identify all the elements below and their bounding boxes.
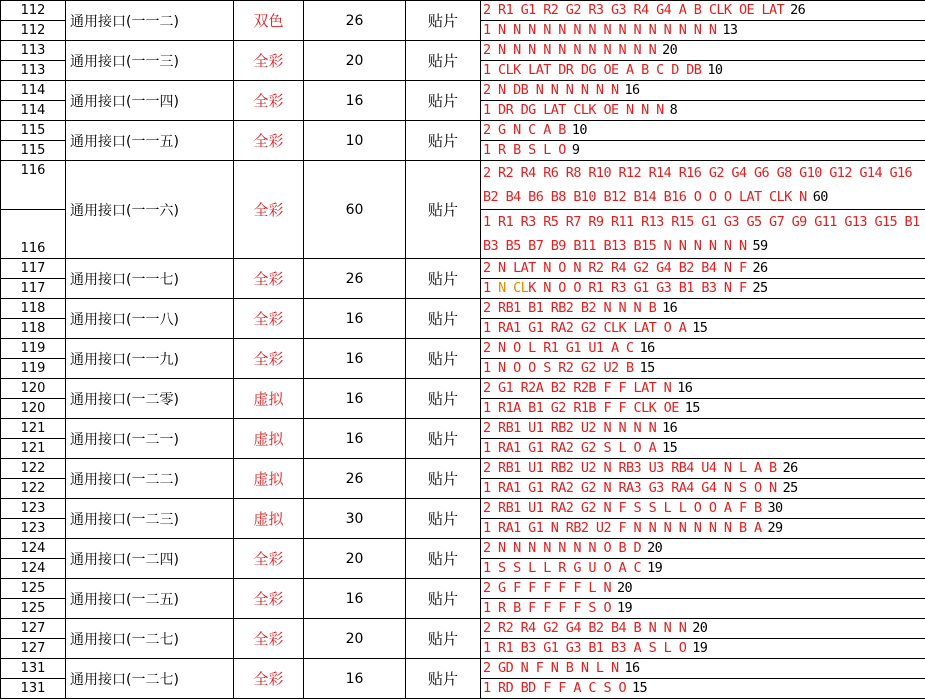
pin-count-cell: 20 [304,539,406,579]
color-type-cell: 全彩 [234,659,304,699]
pin-assignment-cell [481,499,925,519]
pin-total: 10 [571,122,587,138]
pin-list [483,280,747,296]
pin-total: 19 [692,640,708,656]
table-row [1,81,925,101]
pin-list: 1 RA1 G1 RA2 G2 CLK LAT O A [483,320,687,336]
pin-assignment-cell [481,539,925,559]
color-type-cell: 虚拟 [234,459,304,499]
pin-assignment-cell [481,559,925,579]
pin-assignment-cell [481,1,925,21]
interface-name-cell: 通用接口(一一二) [66,1,234,41]
table-row [1,419,925,439]
pin-count-cell: 30 [304,499,406,539]
pin-count-cell: 26 [304,1,406,41]
row-id-cell: 119 [1,359,66,379]
pin-assignment-cell [481,141,925,161]
pin-total: 25 [782,480,798,496]
pin-total: 59 [752,238,768,254]
interface-name-cell: 通用接口(一二七) [66,619,234,659]
pin-total: 25 [752,280,768,296]
pin-count-cell: 16 [304,299,406,339]
color-type-cell: 全彩 [234,539,304,579]
row-id-cell: 113 [1,61,66,81]
row-id-cell: 125 [1,579,66,599]
pin-total: 20 [662,42,678,58]
interface-name-cell: 通用接口(一二三) [66,499,234,539]
row-id-cell: 114 [1,101,66,121]
table-row [1,41,925,61]
table-row [1,299,925,319]
row-id-cell: 127 [1,619,66,639]
row-id-cell: 113 [1,41,66,61]
row-id-cell: 115 [1,121,66,141]
mount-type-cell: 贴片 [406,539,481,579]
pin-list: 1 R B S L O [483,142,566,158]
pin-list: 1 DR DG LAT CLK OE N N N [483,102,664,118]
pin-total: 16 [624,82,640,98]
pin-count-cell: 16 [304,81,406,121]
pin-list: 2 N O L R1 G1 U1 A C [483,340,634,356]
table-row [1,579,925,599]
row-id-cell: 120 [1,399,66,419]
table-row [1,659,925,679]
pin-count-cell: 16 [304,419,406,459]
interface-name-cell: 通用接口(一二四) [66,539,234,579]
pin-total: 15 [684,400,700,416]
color-type-cell: 全彩 [234,339,304,379]
pin-total: 15 [662,440,678,456]
row-id-cell: 124 [1,539,66,559]
pin-assignment-cell [481,659,925,679]
pin-assignment-cell [481,339,925,359]
interface-name-cell: 通用接口(一一六) [66,161,234,259]
pin-list: 2 GD N F N B N L N [483,660,619,676]
pin-list: 2 N N N N N N N O B D [483,540,642,556]
pin-total: 19 [616,600,633,616]
pin-count-cell: 16 [304,379,406,419]
pin-list: 1 R1 R3 R5 R7 R9 R11 R13 R15 G1 G3 G5 G7 G9 G11 G13 G15 B1 B3 B5 B7 B9 B11 B13 B15 N N N N N N [483,214,920,254]
pin-total: 15 [692,320,708,336]
table-body [1,1,925,699]
pin-count-cell: 16 [304,339,406,379]
pin-assignment-cell [481,479,925,499]
table-row [1,499,925,519]
pin-total: 60 [812,189,828,205]
pin-assignment-cell [481,399,925,419]
row-id-cell: 121 [1,419,66,439]
table-row [1,379,925,399]
table-row [1,339,925,359]
pin-assignment-cell [481,81,925,101]
mount-type-cell: 贴片 [406,419,481,459]
pin-list: 1 RA1 G1 RA2 G2 N RA3 G3 RA4 G4 N S O N [483,480,777,496]
pin-total: 16 [639,340,655,356]
pin-assignment-cell [481,679,925,699]
pin-list: 1 N O O S R2 G2 U2 B [483,360,634,376]
interface-name-cell: 通用接口(一一四) [66,81,234,121]
pin-list: 2 RB1 U1 RB2 U2 N N N N [483,420,657,436]
mount-type-cell: 贴片 [406,379,481,419]
pin-total: 20 [616,580,633,596]
pin-total: 15 [632,680,648,696]
color-type-cell: 双色 [234,1,304,41]
pin-total: 9 [571,142,580,158]
row-id-cell: 127 [1,639,66,659]
pin-list: 1 N N N N N N N N N N N N N N N [483,22,717,38]
pin-assignment-cell [481,639,925,659]
row-id-cell: 123 [1,499,66,519]
table-row [1,539,925,559]
pin-assignment-cell [481,579,925,599]
pin-assignment-cell [481,439,925,459]
pin-list: 2 R1 G1 R2 G2 R3 G3 R4 G4 A B CLK OE LAT [483,2,785,18]
pin-list: 1 CLK LAT DR DG OE A B C D DB [483,62,702,78]
color-type-cell: 虚拟 [234,419,304,459]
row-id-cell: 124 [1,559,66,579]
pin-list: 2 R2 R4 R6 R8 R10 R12 R14 R16 G2 G4 G6 G8 G10 G12 G14 G16 B2 B4 B6 B8 B10 B12 B14 B16 O O O LAT CLK N [483,165,913,205]
pin-assignment-cell [481,359,925,379]
pin-total: 29 [767,520,783,536]
pin-assignment-cell [481,259,925,279]
row-id-cell: 117 [1,259,66,279]
pin-total: 16 [662,300,678,316]
pin-count-cell: 20 [304,619,406,659]
pin-count-cell: 16 [304,659,406,699]
mount-type-cell: 贴片 [406,659,481,699]
row-id-cell: 122 [1,459,66,479]
mount-type-cell: 贴片 [406,579,481,619]
interface-name-cell: 通用接口(一二七) [66,659,234,699]
pin-list: 2 R2 R4 G2 G4 B2 B4 B N N N [483,620,687,636]
pin-assignment-cell [481,21,925,41]
pin-list: 2 G N C A B [483,122,566,138]
pin-list-highlight: N CL [498,280,529,296]
pin-list: 2 G1 R2A B2 R2B F F LAT N [483,380,672,396]
table-row [1,619,925,639]
mount-type-cell: 贴片 [406,121,481,161]
pin-assignment-cell [481,379,925,399]
row-id-cell: 117 [1,279,66,299]
pin-total: 20 [647,540,663,556]
color-type-cell: 全彩 [234,299,304,339]
table-row [1,161,925,210]
pin-assignment-cell [481,319,925,339]
pin-total: 30 [767,500,783,516]
table-row [1,1,925,21]
mount-type-cell: 贴片 [406,619,481,659]
pin-total: 8 [669,102,678,118]
pin-list: 1 R B F F F F S O [483,600,611,616]
pin-assignment-cell [481,419,925,439]
row-id-cell: 115 [1,141,66,161]
pin-assignment-cell [481,619,925,639]
pin-total: 26 [752,260,768,276]
pin-list: 1 R1 B3 G1 G3 B1 B3 A S L O [483,640,687,656]
mount-type-cell: 贴片 [406,499,481,539]
pin-total: 16 [624,660,640,676]
interface-name-cell: 通用接口(一一九) [66,339,234,379]
row-id-cell: 114 [1,81,66,101]
mount-type-cell: 贴片 [406,1,481,41]
pin-list: 1 R1A B1 G2 R1B F F CLK OE [483,400,679,416]
pin-assignment-cell [481,210,925,259]
pin-total: 19 [647,560,663,576]
row-id-cell: 131 [1,659,66,679]
pin-list: 2 N N N N N N N N N N N [483,42,657,58]
pin-total: 26 [782,460,798,476]
pin-list: 1 RA1 G1 RA2 G2 S L O A [483,440,657,456]
interface-name-cell: 通用接口(一二五) [66,579,234,619]
pin-assignment-cell [481,101,925,121]
table-row [1,259,925,279]
pin-list-rest: K N O O R1 R3 G1 G3 B1 B3 N F [528,280,747,296]
pin-list: 2 N DB N N N N N N [483,82,619,98]
mount-type-cell: 贴片 [406,459,481,499]
interface-name-cell: 通用接口(一二一) [66,419,234,459]
pin-assignment-cell [481,41,925,61]
interface-name-cell: 通用接口(一二二) [66,459,234,499]
pin-assignment-cell [481,299,925,319]
color-type-cell: 全彩 [234,121,304,161]
pin-count-cell: 20 [304,41,406,81]
row-id-cell: 123 [1,519,66,539]
mount-type-cell: 贴片 [406,41,481,81]
mount-type-cell: 贴片 [406,299,481,339]
color-type-cell: 虚拟 [234,379,304,419]
interface-name-cell: 通用接口(一一七) [66,259,234,299]
row-id-cell: 122 [1,479,66,499]
pin-count-cell: 60 [304,161,406,259]
row-id-cell: 116 [1,210,66,259]
color-type-cell: 全彩 [234,161,304,259]
interface-name-cell: 通用接口(一二零) [66,379,234,419]
pin-list: 2 RB1 B1 RB2 B2 N N N B [483,300,657,316]
pin-total: 26 [790,2,806,18]
row-id-cell: 112 [1,21,66,41]
mount-type-cell: 贴片 [406,259,481,299]
pin-count-cell: 26 [304,259,406,299]
row-id-cell: 112 [1,1,66,21]
pin-assignment-cell [481,161,925,210]
pin-assignment-cell [481,121,925,141]
row-id-cell: 118 [1,319,66,339]
color-type-cell: 全彩 [234,579,304,619]
pin-count-cell: 10 [304,121,406,161]
color-type-cell: 全彩 [234,81,304,121]
pin-assignment-cell [481,61,925,81]
pin-list-prefix: 1 [483,280,499,296]
pin-list: 2 RB1 U1 RA2 G2 N F S S L L O O A F B [483,500,762,516]
pin-list: 1 RA1 G1 N RB2 U2 F N N N N N N N B A [483,520,762,536]
color-type-cell: 全彩 [234,619,304,659]
color-type-cell: 全彩 [234,41,304,81]
table-row [1,459,925,479]
mount-type-cell: 贴片 [406,339,481,379]
interface-name-cell: 通用接口(一一五) [66,121,234,161]
pin-assignment-cell [481,599,925,619]
pin-count-cell: 16 [304,579,406,619]
pin-assignment-cell [481,519,925,539]
pin-assignment-cell [481,279,925,299]
interface-name-cell: 通用接口(一一三) [66,41,234,81]
pin-list: 2 RB1 U1 RB2 U2 N RB3 U3 RB4 U4 N L A B [483,460,777,476]
row-id-cell: 116 [1,161,66,210]
pin-total: 16 [677,380,693,396]
table-row [1,121,925,141]
pin-list: 2 G F F F F F L N [483,580,611,596]
color-type-cell: 虚拟 [234,499,304,539]
pin-list: 1 RD BD F F A C S O [483,680,627,696]
interface-name-cell: 通用接口(一一八) [66,299,234,339]
color-type-cell: 全彩 [234,259,304,299]
row-id-cell: 120 [1,379,66,399]
row-id-cell: 131 [1,679,66,699]
pin-list: 2 N LAT N O N R2 R4 G2 G4 B2 B4 N F [483,260,747,276]
pin-total: 13 [722,22,738,38]
row-id-cell: 119 [1,339,66,359]
mount-type-cell: 贴片 [406,161,481,259]
row-id-cell: 125 [1,599,66,619]
row-id-cell: 121 [1,439,66,459]
pin-total: 16 [662,420,678,436]
pin-count-cell: 26 [304,459,406,499]
pin-total: 10 [707,62,723,78]
pin-assignment-cell [481,459,925,479]
pin-total: 15 [639,360,655,376]
pin-list: 1 S S L L R G U O A C [483,560,642,576]
mount-type-cell: 贴片 [406,81,481,121]
pin-total: 20 [692,620,708,636]
row-id-cell: 118 [1,299,66,319]
